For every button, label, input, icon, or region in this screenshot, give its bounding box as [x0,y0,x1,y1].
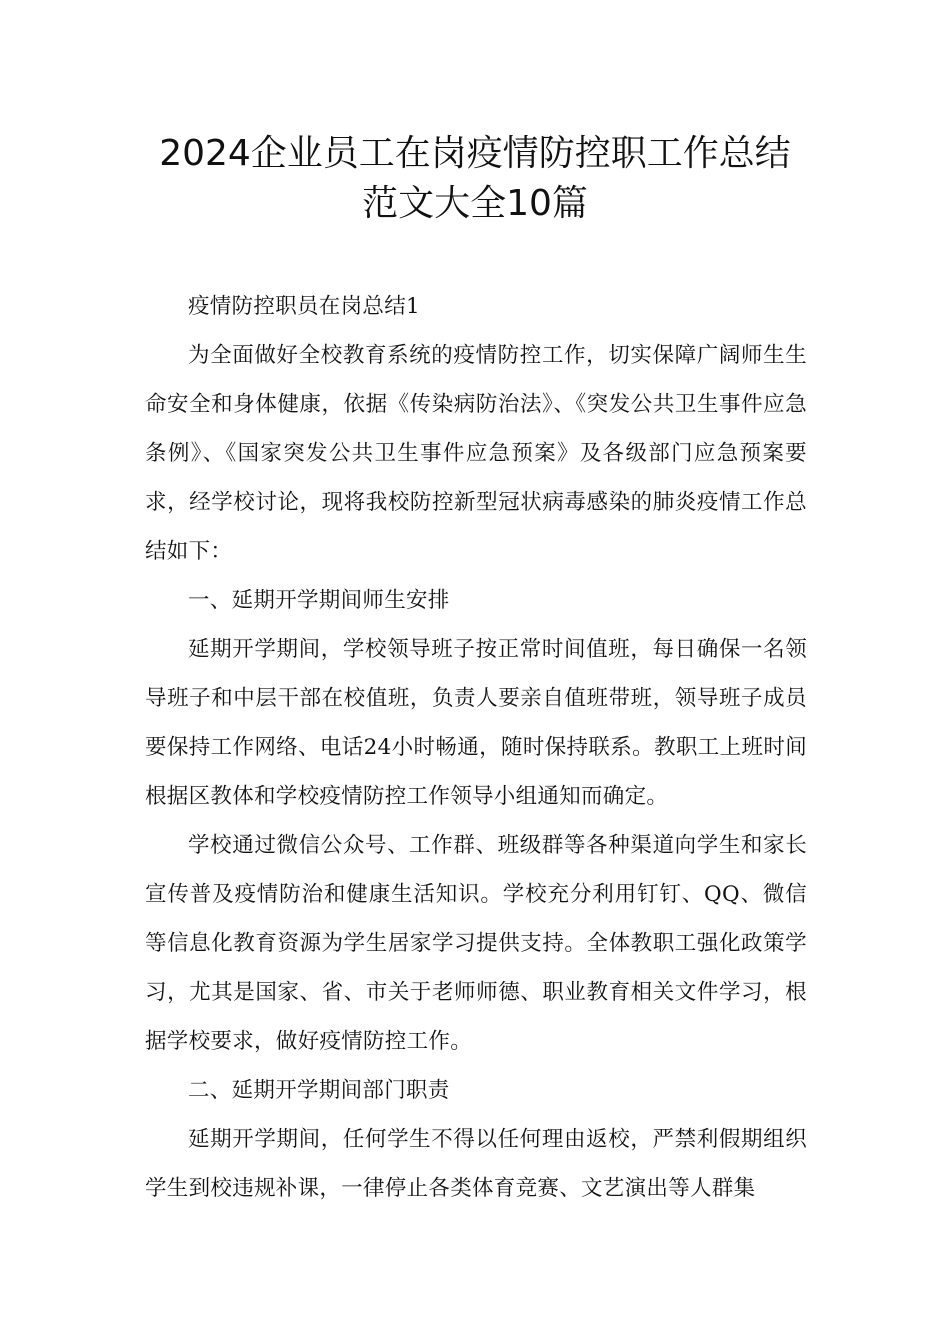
body-paragraph: 延期开学期间，学校领导班子按正常时间值班，每日确保一名领导班子和中层干部在校值班，负责人要亲自值班带班，领导班子成员要保持工作网络、电话24小时畅通，随时保持联系。教职工上班时间根据区教体和学校疫情防控工作领导小组通知而确定。 [145,637,807,809]
body-paragraph: 为全面做好全校教育系统的疫情防控工作，切实保障广阔师生生命安全和身体健康，依据《传染病防治法》、《突发公共卫生事件应急条例》、《国家突发公共卫生事件应急预案》及各级部门应急预案要求，经学校讨论，现将我校防控新型冠状病毒感染的肺炎疫情工作总结如下： [145,343,807,564]
body-paragraph: 延期开学期间，任何学生不得以任何理由返校，严禁利假期组织学生到校违规补课，一律停止各类体育竞赛、文艺演出等人群集 [145,1127,807,1201]
section-heading: 一、延期开学期间师生安排 [188,588,450,613]
body-paragraph: 学校通过微信公众号、工作群、班级群等各种渠道向学生和家长宣传普及疫情防治和健康生活知识。学校充分利用钉钉、QQ、微信等信息化教育资源为学生居家学习提供支持。全体教职工强化政策学习，尤其是国家、省、市关于老师师德、职业教育相关文件学习，根据学校要求，做好疫情防控工作。 [145,833,807,1054]
section-heading: 二、延期开学期间部门职责 [188,1078,450,1103]
document-body [145,282,807,1213]
document-title-line-1: 2024企业员工在岗疫情防控职工作总结 [159,133,791,174]
document-title-line-2: 范文大全10篇 [362,183,588,224]
section-heading-summary-1: 疫情防控职员在岗总结1 [188,294,420,319]
